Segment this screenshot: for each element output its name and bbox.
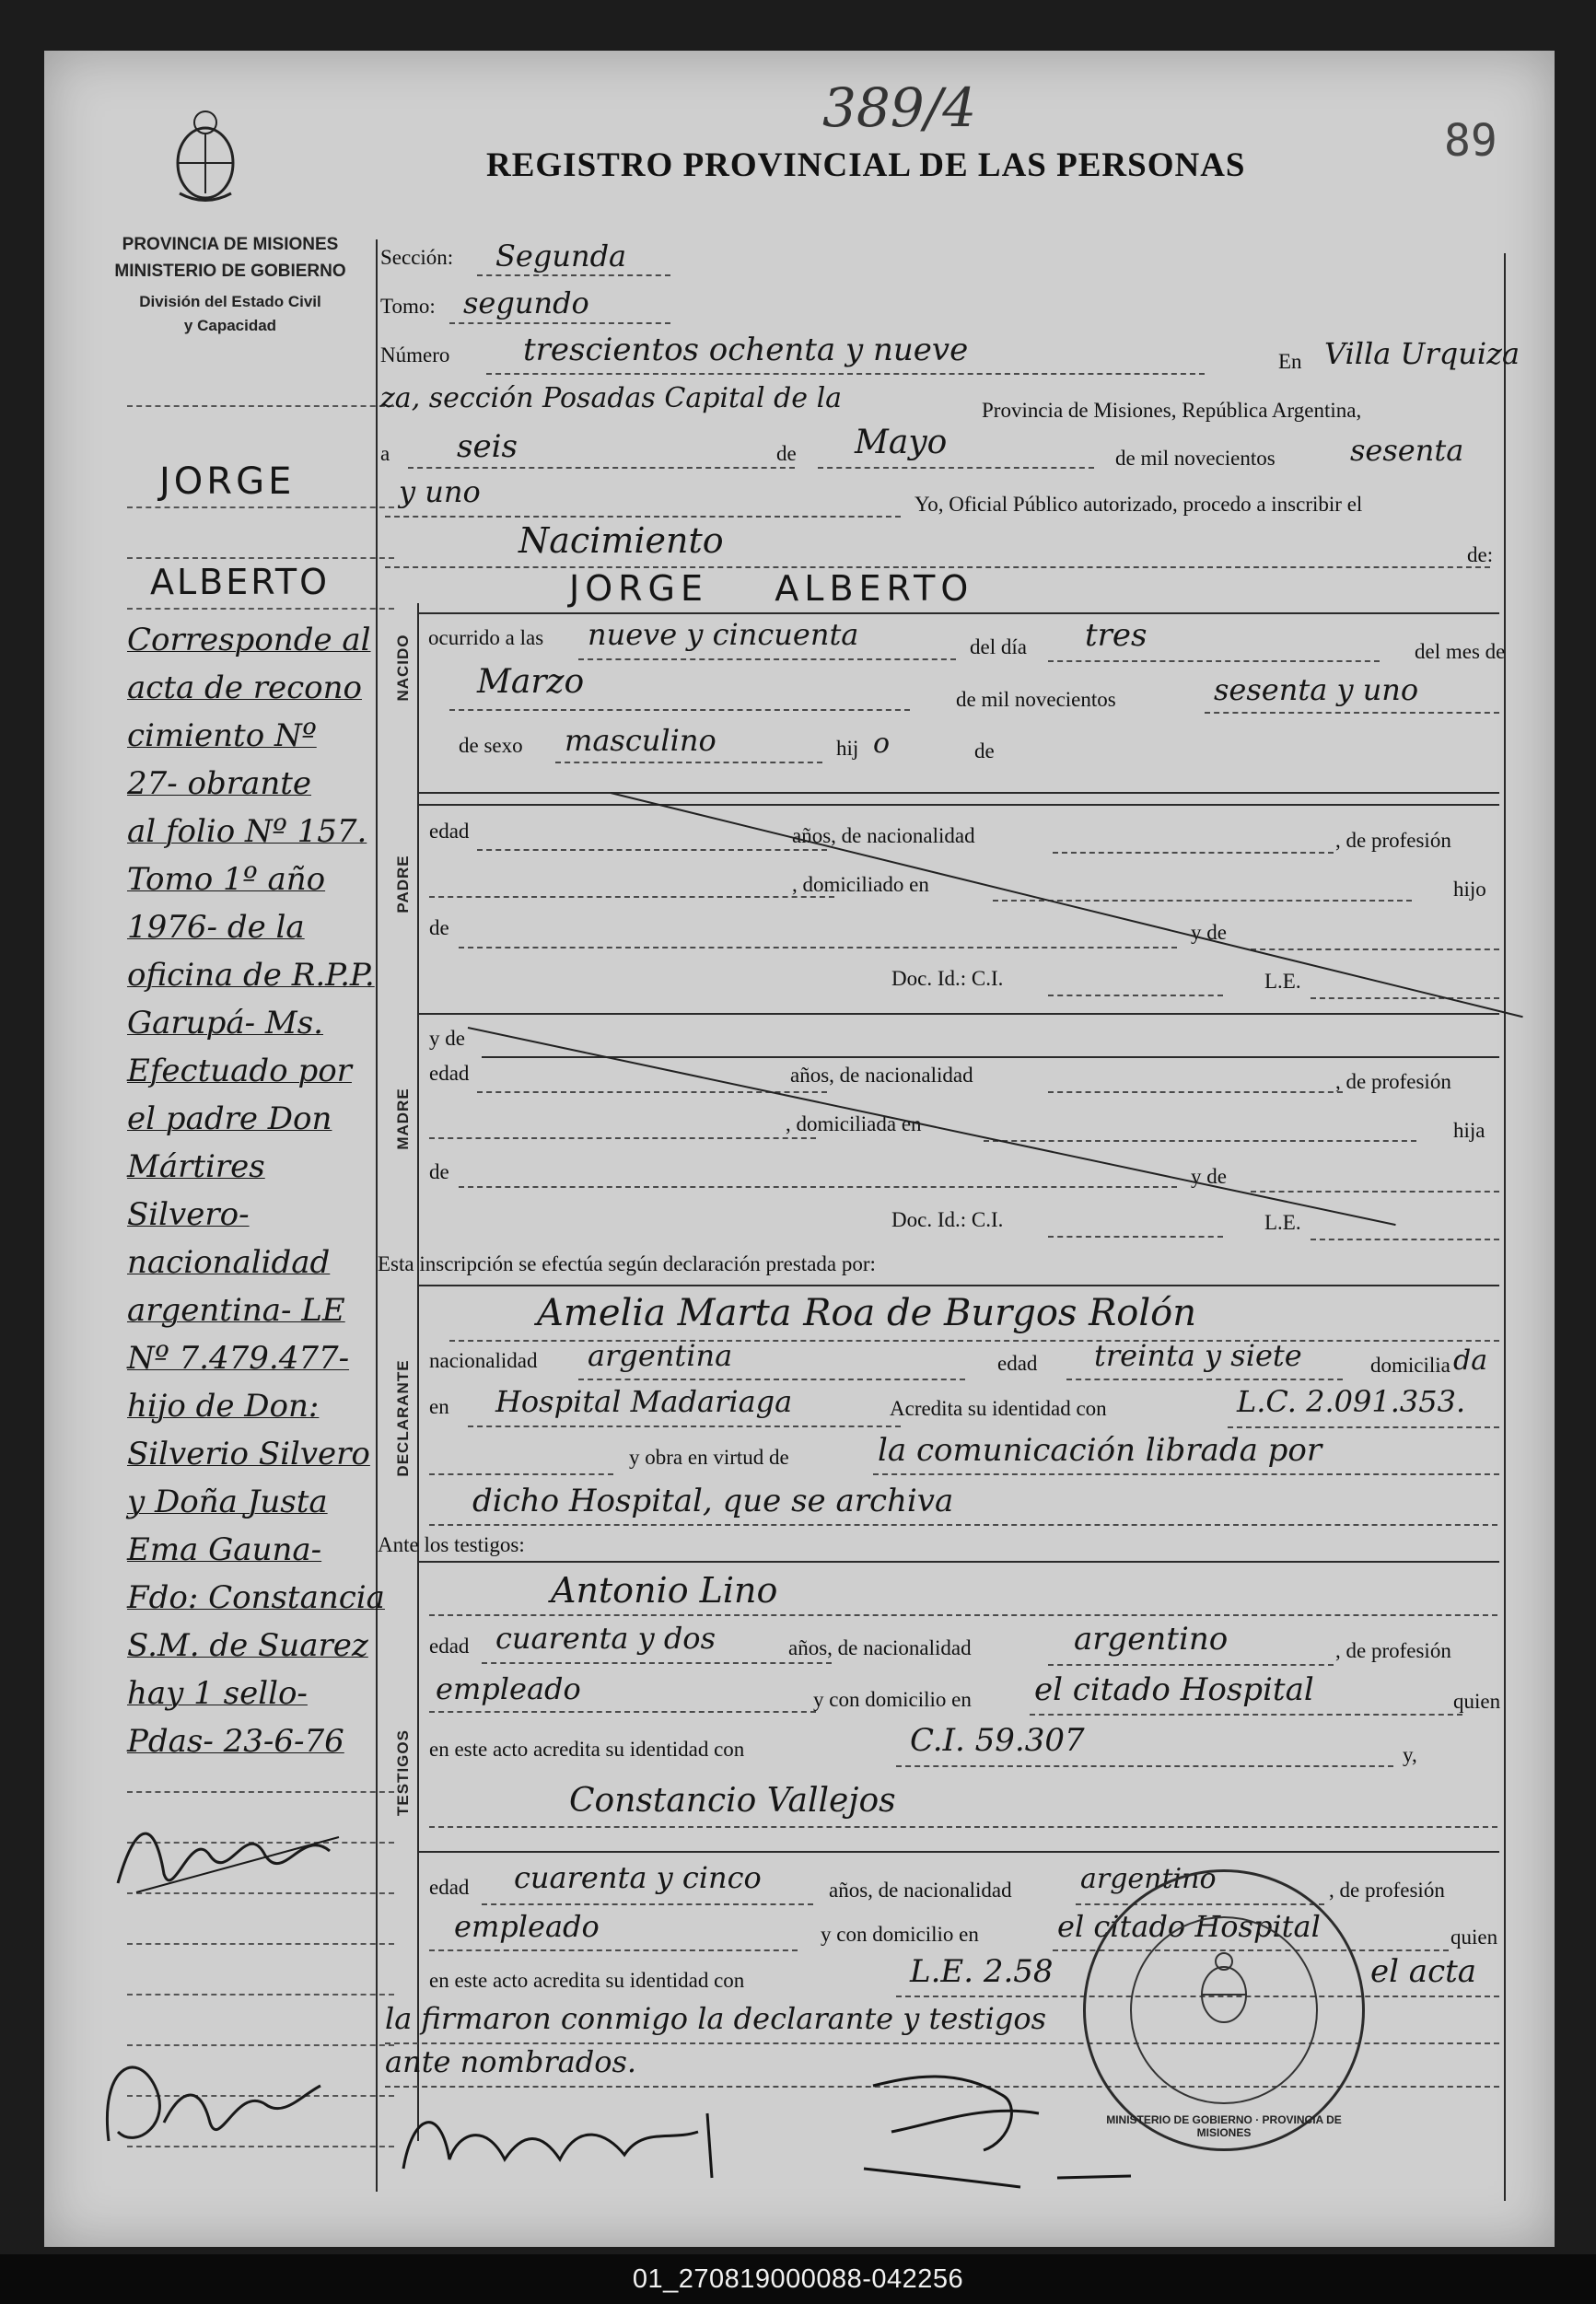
testigo1-name: Antonio Lino: [551, 1570, 778, 1611]
month-line: [818, 467, 1094, 469]
section-label-declarante: DECLARANTE: [394, 1359, 412, 1477]
tomo-label: Tomo:: [380, 295, 436, 318]
org-line-4: y Capacidad: [183, 317, 277, 334]
numero-line: [486, 373, 1205, 375]
testigo1-nac-value: argentino: [1074, 1621, 1229, 1658]
declarante-obra-value2: dicho Hospital, que se archiva: [472, 1483, 954, 1519]
madre-dom-line: [984, 1140, 1416, 1142]
testigo2-edad-value: cuarenta y cinco: [514, 1860, 762, 1895]
margin-note-line: hay 1 sello-: [127, 1675, 308, 1712]
year-prefix: de mil novecientos: [1115, 447, 1276, 470]
declarante-top-line: [417, 1285, 1499, 1286]
provincia-text: Provincia de Misiones, República Argentina,: [982, 399, 1362, 422]
margin-note-line: oficina de R.P.P.: [127, 957, 375, 994]
birth-year-label: de mil novecientos: [956, 688, 1116, 711]
hijo-label: hij: [836, 737, 859, 760]
testigo1-acredita-value: C.I. 59.307: [910, 1722, 1085, 1759]
madre-profesion-label: , de profesión: [1335, 1070, 1451, 1093]
madre-y-de2-line: [1251, 1191, 1499, 1193]
margin-note-line: nacionalidad: [127, 1244, 331, 1281]
margin-note-line: Ema Gauna-: [127, 1531, 322, 1568]
testigo1-y: y,: [1403, 1743, 1417, 1766]
padre-le-label: L.E.: [1264, 970, 1301, 993]
padre-bottom-line: [417, 1013, 1499, 1015]
margin-signature-2: [81, 2031, 357, 2169]
month-value: Mayo: [855, 424, 948, 461]
padre-top-line: [417, 804, 1499, 806]
margin-note-line: 27- obrante: [127, 765, 311, 802]
declarante-nacionalidad-value: argentina: [588, 1338, 733, 1373]
seccion-line: [477, 274, 670, 276]
margin-note-line: S.M. de Suarez: [127, 1627, 368, 1664]
closing-line-2: la firmaron conmigo la declarante y testigos: [385, 2001, 1047, 2036]
declarante-en-line: [468, 1425, 901, 1427]
testigo1-prof-label: , de profesión: [1335, 1639, 1451, 1662]
testigo1-acredita-line: [896, 1765, 1393, 1767]
padre-cancel-stroke: [611, 792, 1523, 1018]
declarante-nac-line: [578, 1379, 965, 1380]
act-type: Nacimiento: [518, 520, 724, 561]
declarante-acredita-label: Acredita su identidad con: [890, 1397, 1107, 1420]
margin-note-line: Silverio Silvero: [127, 1436, 370, 1472]
margin-signature-1: [99, 1800, 376, 1911]
birth-day-line: [1048, 660, 1380, 662]
main-right-border: [1504, 253, 1506, 2201]
margin-note-line: 1976- de la: [127, 909, 305, 946]
nacido-bottom-line: [417, 792, 1499, 794]
testigo1-prof-line: [429, 1711, 816, 1713]
official-seal: [1083, 1869, 1365, 2151]
declarante-obra-line: [873, 1473, 1499, 1475]
declarante-domicilio-suffix: da: [1453, 1344, 1488, 1377]
margin-note-line: Fdo: Constancia: [127, 1579, 385, 1616]
org-line-1: PROVINCIA DE MISIONES: [122, 235, 339, 254]
declarante-domicilio-label: domicilia: [1370, 1354, 1450, 1377]
padre-prof-line: [429, 896, 834, 898]
testigo1-acredita-label: en este acto acredita su identidad con: [429, 1738, 745, 1761]
margin-note-line: Corresponde al: [127, 622, 371, 658]
sexo-label: de sexo: [459, 734, 523, 757]
hijo-de-label: de: [974, 739, 995, 762]
year-value1: sesenta: [1350, 433, 1464, 468]
declarante-en-value: Hospital Madariaga: [495, 1384, 793, 1419]
birth-day-value: tres: [1085, 617, 1147, 654]
ocurrido-label: ocurrido a las: [428, 626, 544, 649]
declarante-name: Amelia Marta Roa de Burgos Rolón: [537, 1292, 1196, 1334]
madre-edad-label: edad: [429, 1062, 470, 1085]
declarante-en-label: en: [429, 1395, 449, 1418]
testigo2-quien: quien: [1450, 1926, 1498, 1949]
declarante-intro: Esta inscripción se efectúa según declaración prestada por:: [378, 1252, 876, 1275]
madre-doc-label: Doc. Id.: C.I.: [891, 1208, 1004, 1231]
testigo1-name-line: [429, 1614, 1497, 1616]
margin-note-line: acta de recono: [127, 669, 362, 706]
section-label-testigos: TESTIGOS: [394, 1729, 412, 1816]
madre-domiciliada-label: , domiciliada en: [786, 1112, 922, 1135]
numero-label: Número: [380, 343, 450, 367]
declarante-obra2-line: [429, 1524, 1497, 1526]
madre-prof-line: [429, 1137, 816, 1139]
margin-rule: [127, 1994, 394, 1996]
margin-rule: [127, 1943, 394, 1945]
day-line: [408, 467, 795, 469]
declarante-edad-line: [1066, 1379, 1343, 1380]
testigos-top-line: [417, 1561, 1499, 1563]
declarante-nacionalidad-label: nacionalidad: [429, 1349, 538, 1372]
testigo1-edad-value: cuarenta y dos: [495, 1621, 716, 1656]
margin-note-line: Nº 7.479.477-: [127, 1340, 350, 1377]
margin-rule: [127, 608, 394, 610]
testigos-intro: Ante los testigos:: [378, 1533, 525, 1556]
padre-edad-line: [477, 849, 827, 851]
place-part2: za, sección Posadas Capital de la: [380, 382, 843, 414]
declarante-obra-value: la comunicación librada por: [878, 1432, 1322, 1469]
hour-value: nueve y cincuenta: [588, 617, 859, 652]
file-number: 389/4: [822, 76, 977, 139]
declarante-edad-value: treinta y siete: [1094, 1338, 1302, 1373]
testigo1-edad-label: edad: [429, 1635, 470, 1658]
section-label-padre: PADRE: [394, 855, 412, 913]
testigo2-acredita-value: L.E. 2.58: [910, 1953, 1054, 1990]
padre-de-label: de: [429, 916, 449, 939]
madre-y-de2-label: y de: [1191, 1165, 1227, 1188]
birth-year-value: sesenta y uno: [1214, 672, 1419, 707]
del-mes-label: del mes de: [1415, 640, 1506, 663]
madre-doc-line: [1048, 1236, 1223, 1238]
testigo1-edad-line: [482, 1662, 832, 1664]
margin-rule: [127, 1791, 394, 1793]
coat-of-arms-icon: [169, 106, 242, 207]
testigo2-edad-label: edad: [429, 1876, 470, 1899]
year-value2: y uno: [399, 474, 481, 509]
margin-note-line: y Doña Justa: [127, 1484, 328, 1520]
seccion-value: Segunda: [495, 239, 627, 273]
seal-emblem-icon: [1192, 1950, 1256, 2033]
folio-number: 89: [1444, 115, 1497, 167]
margin-rule: [127, 506, 394, 508]
padre-le-line: [1311, 997, 1499, 999]
padre-y-de-label: y de: [1191, 921, 1227, 944]
padre-doc-label: Doc. Id.: C.I.: [891, 967, 1004, 990]
seal-text: MINISTERIO DE GOBIERNO · PROVINCIA DE MISIONES: [1106, 2113, 1342, 2139]
testigo1-dom-line: [1030, 1714, 1462, 1716]
margin-note-line: Garupá- Ms.: [127, 1005, 323, 1041]
en-label: En: [1278, 350, 1302, 373]
testigo2-name: Constancio Vallejos: [569, 1782, 896, 1820]
birth-month-line: [449, 709, 910, 711]
madre-y-de-label: y de: [429, 1027, 465, 1050]
padre-doc-line: [1048, 995, 1223, 996]
testigo2-anos-label: años, de nacionalidad: [829, 1879, 1012, 1902]
image-id-footer: 01_270819000088-042256: [0, 2254, 1596, 2304]
margin-note-line: argentina- LE: [127, 1292, 345, 1329]
declarante-obra-label: y obra en virtud de: [629, 1446, 789, 1469]
margin-note-line: Pdas- 23-6-76: [127, 1723, 344, 1760]
child-name: JORGE ALBERTO: [569, 568, 974, 609]
margin-note-line: Mártires: [127, 1148, 265, 1185]
closing-line-3: ante nombrados.: [385, 2044, 637, 2079]
sexo-value: masculino: [565, 723, 716, 758]
month-de-label: de: [776, 442, 797, 465]
org-line-3: División del Estado Civil: [139, 293, 321, 310]
tomo-line: [449, 322, 670, 324]
testigo1-quien: quien: [1453, 1690, 1501, 1713]
side-label-column-border: [417, 603, 419, 2141]
sexo-line: [555, 762, 822, 763]
del-dia-label: del día: [970, 635, 1027, 658]
testigo2-name-line: [429, 1826, 1497, 1828]
testigo2-acredita-label: en este acto acredita su identidad con: [429, 1969, 745, 1992]
madre-de-label: de: [429, 1160, 449, 1183]
section-label-nacido: NACIDO: [394, 634, 412, 702]
madre-le-label: L.E.: [1264, 1211, 1301, 1234]
testigo2-dom-label: y con domicilio en: [821, 1923, 979, 1946]
testigo1-dom-value: el citado Hospital: [1034, 1671, 1314, 1708]
testigo1-anos-label: años, de nacionalidad: [788, 1636, 972, 1659]
madre-de-line: [459, 1186, 1177, 1188]
document-page: [44, 51, 1555, 2247]
tomo-value: segundo: [463, 285, 589, 320]
testigo2-nac-value: argentino: [1080, 1863, 1217, 1895]
testigo1-nac-line: [1048, 1664, 1334, 1666]
testigo2-separator: [417, 1851, 1499, 1853]
padre-nac-line: [1053, 852, 1334, 854]
child-name-line: [417, 612, 1499, 614]
seccion-label: Sección:: [380, 246, 454, 269]
padre-domiciliado-label: , domiciliado en: [792, 873, 929, 896]
padre-profesion-label: , de profesión: [1335, 829, 1451, 852]
padre-y-de-line: [1251, 948, 1499, 950]
testigo2-prof-line: [429, 1949, 798, 1951]
margin-first-name: JORGE: [159, 460, 296, 503]
margin-second-name: ALBERTO: [150, 562, 331, 602]
place-part1: Villa Urquiza: [1324, 336, 1520, 371]
madre-hija-label: hija: [1453, 1119, 1485, 1142]
declarante-acredita-line: [1228, 1426, 1499, 1428]
a-label: a: [380, 442, 390, 465]
testigo1-dom-label: y con domicilio en: [813, 1688, 972, 1711]
padre-de-line: [459, 947, 1177, 948]
madre-y-de-line: [482, 1056, 1499, 1058]
margin-note-line: hijo de Don:: [127, 1388, 320, 1425]
birth-year-line: [1205, 712, 1499, 714]
padre-edad-label: edad: [429, 820, 470, 843]
section-label-madre: MADRE: [394, 1088, 412, 1150]
margin-note-line: Efectuado por: [127, 1053, 352, 1089]
org-line-2: MINISTERIO DE GOBIERNO: [114, 262, 346, 281]
hijo-suffix: o: [873, 727, 891, 760]
document-title: REGISTRO PROVINCIAL DE LAS PERSONAS: [486, 146, 1246, 184]
testigo1-prof-value: empleado: [436, 1671, 581, 1706]
testigo2-prof-label: , de profesión: [1329, 1879, 1445, 1902]
testigo2-dom-value: el citado Hospital: [1057, 1909, 1321, 1944]
testigo2-prof-value: empleado: [454, 1909, 600, 1944]
padre-anos-label: años, de nacionalidad: [792, 824, 975, 847]
year2-line: [385, 516, 901, 518]
declarante-edad-label: edad: [997, 1352, 1038, 1375]
oficial-text: Yo, Oficial Público autorizado, procedo a inscribir el: [914, 493, 1363, 516]
declarante-acredita-value: L.C. 2.091.353.: [1237, 1384, 1466, 1419]
closing-line-1: el acta: [1370, 1953, 1477, 1990]
margin-rule: [127, 557, 394, 559]
margin-note-line: cimiento Nº: [127, 717, 317, 754]
margin-note-line: al folio Nº 157.: [127, 813, 367, 850]
de-colon-label: de:: [1467, 543, 1494, 566]
margin-note-line: Tomo 1º año: [127, 861, 326, 898]
signature-declarante: [376, 2077, 763, 2196]
declarante-extra-line: [429, 1473, 613, 1475]
madre-nac-line: [1048, 1091, 1343, 1093]
margin-note-line: Silvero-: [127, 1196, 250, 1233]
hour-line: [578, 658, 956, 660]
padre-hijo-label: hijo: [1453, 878, 1486, 901]
testigo2-edad-line: [482, 1903, 813, 1905]
margin-rule: [127, 405, 394, 407]
madre-anos-label: años, de nacionalidad: [790, 1064, 973, 1087]
margin-note-line: el padre Don: [127, 1100, 332, 1137]
birth-month-value: Marzo: [477, 663, 585, 701]
day-value: seis: [457, 428, 518, 465]
numero-value: trescientos ochenta y nueve: [523, 332, 969, 368]
madre-le-line: [1311, 1239, 1499, 1240]
